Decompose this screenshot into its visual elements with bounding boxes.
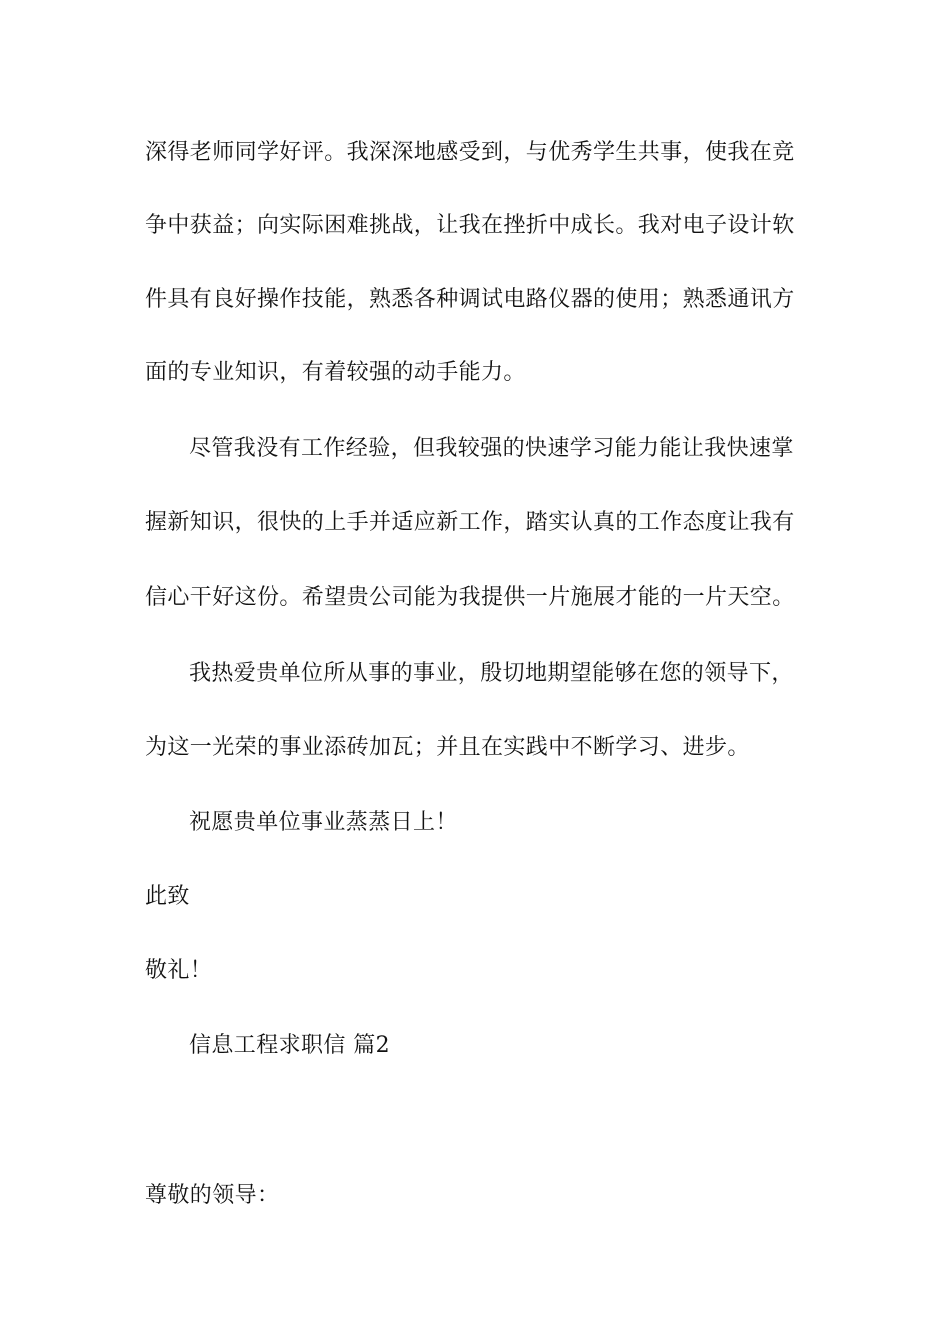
section-heading: 信息工程求职信 篇2 [189, 1033, 390, 1058]
closing-wish: 祝愿贵单位事业蒸蒸日上！ [189, 810, 458, 835]
paragraph-line: 面的专业知识，有着较强的动手能力。 [145, 360, 526, 385]
paragraph-line: 件具有良好操作技能，熟悉各种调试电路仪器的使用；熟悉通讯方 [145, 287, 795, 312]
letter-greeting: 尊敬的领导： [145, 1183, 280, 1208]
paragraph-line: 尽管我没有工作经验，但我较强的快速学习能力能让我快速掌 [189, 436, 794, 461]
paragraph-line: 握新知识，很快的上手并适应新工作，踏实认真的工作态度让我有 [145, 510, 795, 535]
salutation-jingli: 敬礼！ [145, 958, 213, 983]
salutation-cizhi: 此致 [145, 884, 190, 909]
paragraph-line: 争中获益；向实际困难挑战，让我在挫折中成长。我对电子设计软 [145, 213, 795, 238]
paragraph-line: 我热爱贵单位所从事的事业，殷切地期望能够在您的领导下， [189, 661, 794, 686]
paragraph-line: 信心干好这份。希望贵公司能为我提供一片施展才能的一片天空。 [145, 585, 795, 610]
paragraph-line: 为这一光荣的事业添砖加瓦；并且在实践中不断学习、进步。 [145, 735, 750, 760]
paragraph-line: 深得老师同学好评。我深深地感受到，与优秀学生共事，使我在竞 [145, 140, 795, 165]
